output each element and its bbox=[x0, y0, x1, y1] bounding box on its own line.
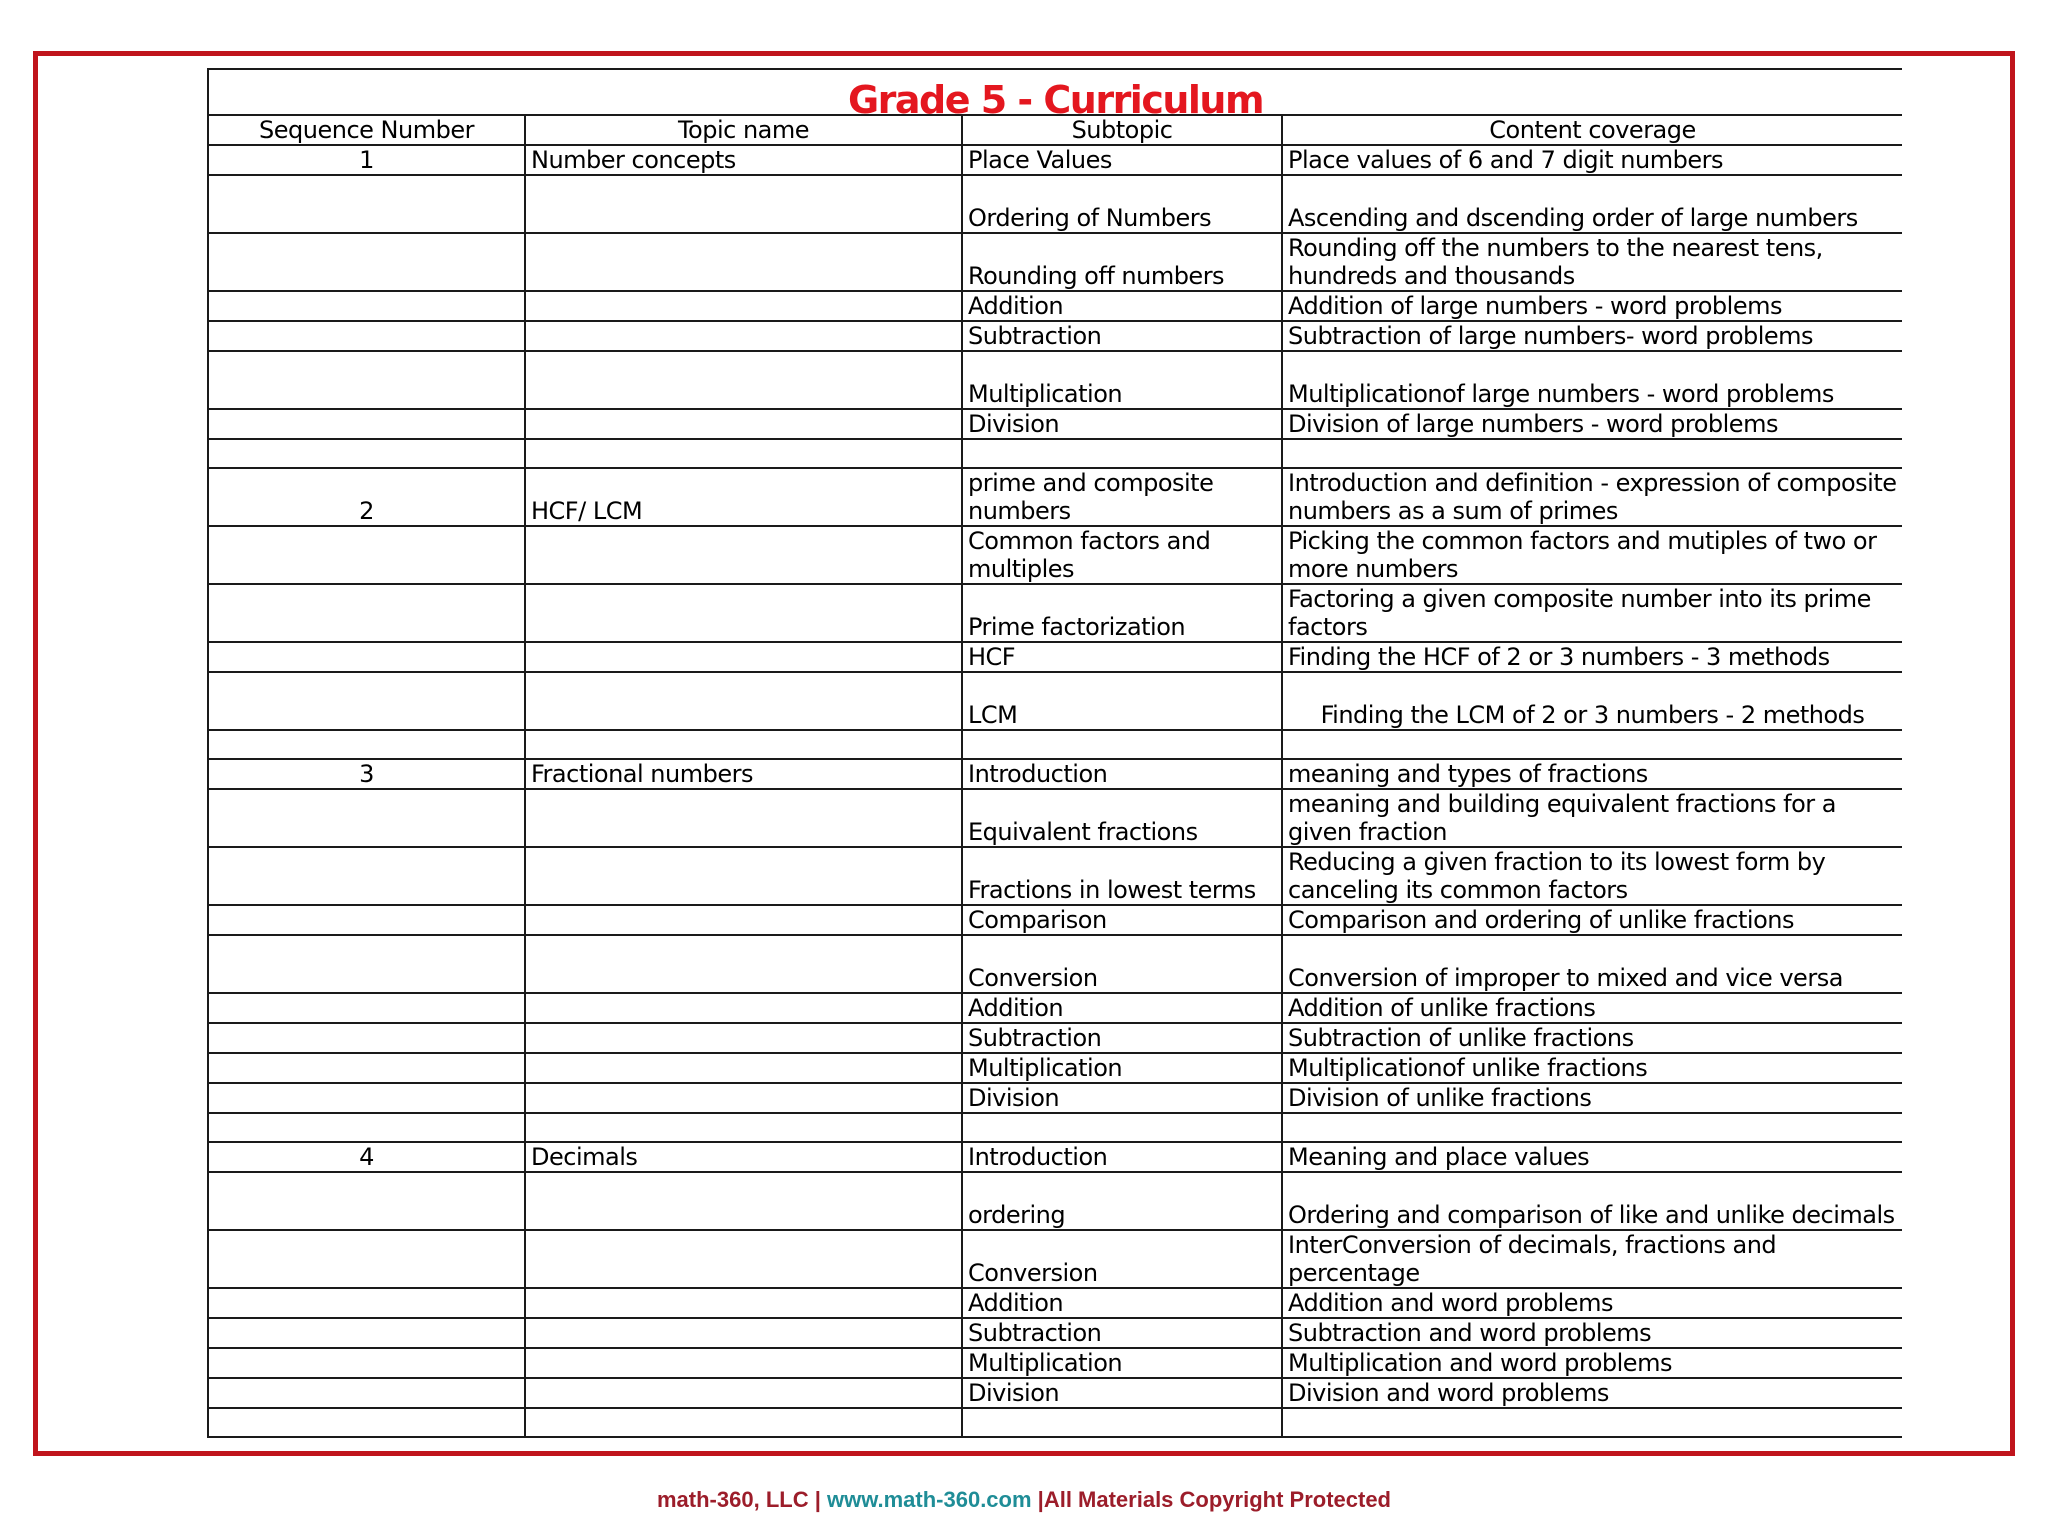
cell-content: Multiplication and word problems bbox=[1282, 1348, 1902, 1378]
cell-subtopic: LCM bbox=[962, 672, 1282, 730]
cell-topic bbox=[525, 1023, 962, 1053]
cell-content: Meaning and place values bbox=[1282, 1142, 1902, 1172]
cell-content: Ordering and comparison of like and unlike decimals bbox=[1282, 1172, 1902, 1230]
cell-content: Finding the LCM of 2 or 3 numbers - 2 methods bbox=[1282, 672, 1902, 730]
cell-content: Conversion of improper to mixed and vice versa bbox=[1282, 935, 1902, 993]
cell-topic: HCF/ LCM bbox=[525, 468, 962, 526]
cell-topic bbox=[525, 233, 962, 291]
cell-topic bbox=[525, 789, 962, 847]
cell-content: meaning and types of fractions bbox=[1282, 759, 1902, 789]
cell-subtopic: Conversion bbox=[962, 1230, 1282, 1288]
table-row bbox=[208, 672, 1902, 730]
cell-subtopic: Addition bbox=[962, 993, 1282, 1023]
cell-sequence: 2 bbox=[208, 468, 525, 526]
table-row bbox=[208, 175, 1902, 233]
table-row bbox=[208, 526, 1902, 584]
cell-sequence bbox=[208, 1172, 525, 1230]
cell-sequence bbox=[208, 1230, 525, 1288]
cell-content: Division and word problems bbox=[1282, 1378, 1902, 1408]
table-row bbox=[208, 993, 1902, 1023]
table-row bbox=[208, 145, 1902, 175]
table-row bbox=[208, 759, 1902, 789]
cell-sequence bbox=[208, 847, 525, 905]
cell-topic bbox=[525, 321, 962, 351]
cell-content: Division of unlike fractions bbox=[1282, 1083, 1902, 1113]
cell-topic bbox=[525, 526, 962, 584]
column-header-topic: Topic name bbox=[525, 115, 962, 145]
cell-sequence bbox=[208, 1053, 525, 1083]
cell-sequence bbox=[208, 584, 525, 642]
cell-content: Factoring a given composite number into its prime factors bbox=[1282, 584, 1902, 642]
table-body bbox=[208, 145, 1902, 1437]
cell-topic bbox=[525, 1288, 962, 1318]
cell-sequence bbox=[208, 351, 525, 409]
cell-topic bbox=[525, 291, 962, 321]
table-row bbox=[208, 291, 1902, 321]
cell-subtopic: ordering bbox=[962, 1172, 1282, 1230]
cell-subtopic: Rounding off numbers bbox=[962, 233, 1282, 291]
cell-sequence bbox=[208, 1083, 525, 1113]
table-row bbox=[208, 1142, 1902, 1172]
cell-topic bbox=[525, 993, 962, 1023]
cell-content: Picking the common factors and mutiples of two or more numbers bbox=[1282, 526, 1902, 584]
cell-content bbox=[1282, 439, 1902, 468]
cell-subtopic: Multiplication bbox=[962, 351, 1282, 409]
cell-topic bbox=[525, 1378, 962, 1408]
cell-topic: Number concepts bbox=[525, 145, 962, 175]
table-row bbox=[208, 1318, 1902, 1348]
cell-topic bbox=[525, 175, 962, 233]
table-row bbox=[208, 584, 1902, 642]
cell-topic bbox=[525, 1408, 962, 1437]
curriculum-sheet bbox=[207, 68, 1901, 1438]
footer-copyright: |All Materials Copyright Protected bbox=[1031, 1487, 1391, 1512]
cell-topic: Decimals bbox=[525, 1142, 962, 1172]
cell-sequence bbox=[208, 1113, 525, 1142]
cell-topic bbox=[525, 1053, 962, 1083]
table-row bbox=[208, 233, 1902, 291]
table-row bbox=[208, 351, 1902, 409]
table-row bbox=[208, 789, 1902, 847]
cell-topic bbox=[525, 439, 962, 468]
cell-subtopic bbox=[962, 1113, 1282, 1142]
column-header-content: Content coverage bbox=[1282, 115, 1902, 145]
column-header-sequence: Sequence Number bbox=[208, 115, 525, 145]
cell-sequence bbox=[208, 175, 525, 233]
table-row bbox=[208, 1378, 1902, 1408]
cell-subtopic: Place Values bbox=[962, 145, 1282, 175]
cell-content: Subtraction of large numbers- word problems bbox=[1282, 321, 1902, 351]
table-row bbox=[208, 905, 1902, 935]
curriculum-table bbox=[207, 68, 1902, 1438]
cell-sequence: 1 bbox=[208, 145, 525, 175]
table-row bbox=[208, 642, 1902, 672]
cell-topic bbox=[525, 584, 962, 642]
cell-subtopic: Subtraction bbox=[962, 1023, 1282, 1053]
cell-sequence bbox=[208, 1408, 525, 1437]
cell-topic bbox=[525, 642, 962, 672]
cell-sequence bbox=[208, 409, 525, 439]
cell-content: Multiplicationof unlike fractions bbox=[1282, 1053, 1902, 1083]
cell-sequence bbox=[208, 672, 525, 730]
cell-subtopic: Introduction bbox=[962, 759, 1282, 789]
footer bbox=[0, 1487, 2048, 1513]
cell-content: Introduction and definition - expression of composite numbers as a sum of primes bbox=[1282, 468, 1902, 526]
cell-subtopic: Addition bbox=[962, 291, 1282, 321]
cell-sequence bbox=[208, 526, 525, 584]
table-row bbox=[208, 321, 1902, 351]
cell-subtopic: Prime factorization bbox=[962, 584, 1282, 642]
cell-subtopic: Fractions in lowest terms bbox=[962, 847, 1282, 905]
cell-sequence bbox=[208, 233, 525, 291]
cell-sequence bbox=[208, 730, 525, 759]
cell-topic bbox=[525, 409, 962, 439]
table-row bbox=[208, 409, 1902, 439]
cell-subtopic: Introduction bbox=[962, 1142, 1282, 1172]
cell-topic bbox=[525, 730, 962, 759]
cell-subtopic: Conversion bbox=[962, 935, 1282, 993]
cell-sequence: 4 bbox=[208, 1142, 525, 1172]
table-row bbox=[208, 1288, 1902, 1318]
cell-topic bbox=[525, 1113, 962, 1142]
table-row bbox=[208, 730, 1902, 759]
footer-company: math-360, LLC | bbox=[657, 1487, 827, 1512]
cell-subtopic bbox=[962, 730, 1282, 759]
cell-topic bbox=[525, 905, 962, 935]
table-row bbox=[208, 439, 1902, 468]
cell-content: Subtraction of unlike fractions bbox=[1282, 1023, 1902, 1053]
cell-content: Rounding off the numbers to the nearest tens, hundreds and thousands bbox=[1282, 233, 1902, 291]
cell-content: Addition of large numbers - word problems bbox=[1282, 291, 1902, 321]
cell-subtopic: Division bbox=[962, 409, 1282, 439]
cell-content bbox=[1282, 730, 1902, 759]
cell-topic bbox=[525, 1172, 962, 1230]
cell-topic bbox=[525, 935, 962, 993]
cell-sequence bbox=[208, 905, 525, 935]
cell-subtopic: prime and composite numbers bbox=[962, 468, 1282, 526]
table-row bbox=[208, 1348, 1902, 1378]
cell-subtopic: Multiplication bbox=[962, 1348, 1282, 1378]
cell-topic bbox=[525, 847, 962, 905]
cell-sequence bbox=[208, 321, 525, 351]
footer-website-link[interactable]: www.math-360.com bbox=[826, 1487, 1032, 1512]
cell-sequence bbox=[208, 1288, 525, 1318]
cell-sequence bbox=[208, 789, 525, 847]
table-row bbox=[208, 935, 1902, 993]
table-row bbox=[208, 847, 1902, 905]
cell-subtopic: HCF bbox=[962, 642, 1282, 672]
cell-subtopic: Ordering of Numbers bbox=[962, 175, 1282, 233]
cell-content: Reducing a given fraction to its lowest form by canceling its common factors bbox=[1282, 847, 1902, 905]
cell-subtopic: Comparison bbox=[962, 905, 1282, 935]
cell-sequence bbox=[208, 1348, 525, 1378]
cell-sequence bbox=[208, 439, 525, 468]
cell-subtopic: Common factors and multiples bbox=[962, 526, 1282, 584]
cell-content: Finding the HCF of 2 or 3 numbers - 3 methods bbox=[1282, 642, 1902, 672]
cell-subtopic: Subtraction bbox=[962, 321, 1282, 351]
cell-subtopic: Division bbox=[962, 1378, 1282, 1408]
cell-topic bbox=[525, 1083, 962, 1113]
cell-content: Place values of 6 and 7 digit numbers bbox=[1282, 145, 1902, 175]
cell-content: Addition of unlike fractions bbox=[1282, 993, 1902, 1023]
cell-sequence bbox=[208, 935, 525, 993]
cell-topic: Fractional numbers bbox=[525, 759, 962, 789]
cell-subtopic: Division bbox=[962, 1083, 1282, 1113]
cell-sequence bbox=[208, 1378, 525, 1408]
cell-topic bbox=[525, 1230, 962, 1288]
cell-subtopic bbox=[962, 439, 1282, 468]
cell-content: Division of large numbers - word problems bbox=[1282, 409, 1902, 439]
table-row bbox=[208, 468, 1902, 526]
cell-content: InterConversion of decimals, fractions and percentage bbox=[1282, 1230, 1902, 1288]
cell-content: Ascending and dscending order of large numbers bbox=[1282, 175, 1902, 233]
cell-subtopic: Equivalent fractions bbox=[962, 789, 1282, 847]
cell-content bbox=[1282, 1113, 1902, 1142]
cell-sequence bbox=[208, 993, 525, 1023]
cell-content: Multiplicationof large numbers - word problems bbox=[1282, 351, 1902, 409]
cell-content: Addition and word problems bbox=[1282, 1288, 1902, 1318]
cell-topic bbox=[525, 1318, 962, 1348]
cell-topic bbox=[525, 351, 962, 409]
cell-sequence bbox=[208, 642, 525, 672]
column-header-subtopic: Subtopic bbox=[962, 115, 1282, 145]
cell-content: meaning and building equivalent fractions for a given fraction bbox=[1282, 789, 1902, 847]
table-row bbox=[208, 1230, 1902, 1288]
cell-content: Subtraction and word problems bbox=[1282, 1318, 1902, 1348]
table-row bbox=[208, 1172, 1902, 1230]
cell-sequence bbox=[208, 1023, 525, 1053]
cell-content bbox=[1282, 1408, 1902, 1437]
cell-content: Comparison and ordering of unlike fractions bbox=[1282, 905, 1902, 935]
cell-topic bbox=[525, 672, 962, 730]
cell-subtopic: Addition bbox=[962, 1288, 1282, 1318]
table-row bbox=[208, 1053, 1902, 1083]
cell-subtopic bbox=[962, 1408, 1282, 1437]
cell-sequence bbox=[208, 291, 525, 321]
page-title: Grade 5 - Curriculum bbox=[208, 69, 1902, 115]
cell-sequence: 3 bbox=[208, 759, 525, 789]
table-row bbox=[208, 1023, 1902, 1053]
table-row bbox=[208, 1083, 1902, 1113]
table-row bbox=[208, 1408, 1902, 1437]
cell-subtopic: Subtraction bbox=[962, 1318, 1282, 1348]
cell-sequence bbox=[208, 1318, 525, 1348]
cell-topic bbox=[525, 1348, 962, 1378]
table-row bbox=[208, 1113, 1902, 1142]
cell-subtopic: Multiplication bbox=[962, 1053, 1282, 1083]
